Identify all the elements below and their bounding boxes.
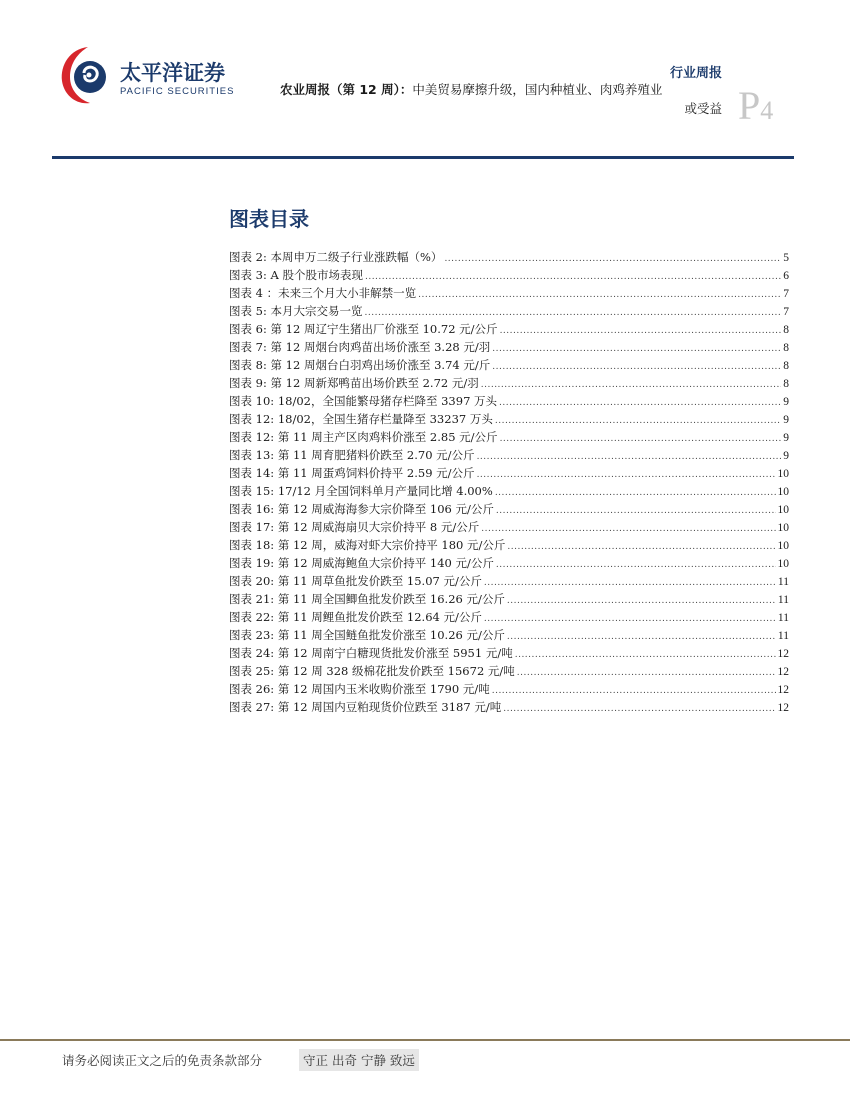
toc-entry-page: 8 — [783, 360, 789, 372]
toc-entry-leader — [496, 502, 776, 520]
toc-entry[interactable] — [229, 500, 789, 518]
toc-entry-leader — [500, 322, 782, 340]
brand-name-cn: 太平洋证券 — [120, 61, 225, 85]
toc-entry[interactable] — [229, 374, 789, 392]
toc-entry[interactable] — [229, 482, 789, 500]
toc-entry-leader — [495, 412, 781, 430]
toc-entry-page: 5 — [783, 252, 789, 264]
toc-entry-page: 8 — [783, 378, 789, 390]
toc-entry[interactable] — [229, 518, 789, 536]
toc-entry-page: 11 — [777, 612, 789, 624]
toc-entry[interactable] — [229, 284, 789, 302]
toc-entry-leader — [484, 574, 776, 592]
toc-entry-label: 图表 6: 第 12 周辽宁生猪出厂价涨至 10.72 元/公斤 — [229, 322, 498, 336]
header-divider — [52, 156, 794, 159]
toc-entry-leader — [444, 250, 781, 268]
toc-entry-page: 7 — [783, 306, 789, 318]
toc-entry-leader — [507, 592, 776, 610]
toc-entry-leader — [499, 394, 781, 412]
toc-entry-label: 图表 3: A 股个股市场表现 — [229, 268, 363, 282]
toc-entry[interactable] — [229, 554, 789, 572]
toc-entry-leader — [496, 556, 776, 574]
toc-entry-leader — [492, 340, 781, 358]
toc-entry-label: 图表 18: 第 12 周，威海对虾大宗价持平 180 元/公斤 — [229, 538, 506, 552]
toc-entry-page: 12 — [777, 666, 789, 678]
toc-entry-page: 9 — [783, 414, 789, 426]
toc-list — [229, 248, 789, 716]
toc-entry-page: 6 — [783, 270, 789, 282]
report-title — [280, 80, 720, 99]
toc-entry-label: 图表 14: 第 11 周蛋鸡饲料价持平 2.59 元/公斤 — [229, 466, 475, 480]
toc-entry-page: 10 — [777, 486, 789, 498]
toc-entry[interactable] — [229, 266, 789, 284]
toc-entry-leader — [495, 484, 776, 502]
toc-entry-label: 图表 20: 第 11 周草鱼批发价跌至 15.07 元/公斤 — [229, 574, 482, 588]
toc-entry-page: 12 — [777, 684, 789, 696]
report-title-text: 中美贸易摩擦升级，国内种植业、肉鸡养殖业 — [412, 82, 663, 97]
toc-entry-page: 7 — [783, 288, 789, 300]
toc-entry-label: 图表 25: 第 12 周 328 级棉花批发价跌至 15672 元/吨 — [229, 664, 515, 678]
toc-entry-leader — [500, 430, 782, 448]
toc-entry-leader — [477, 448, 782, 466]
toc-entry-label: 图表 7: 第 12 周烟台肉鸡苗出场价涨至 3.28 元/羽 — [229, 340, 491, 354]
toc-entry-label: 图表 4 ：未来三个月大小非解禁一览 — [229, 286, 417, 300]
toc-entry-page: 10 — [777, 558, 789, 570]
toc-entry[interactable] — [229, 698, 789, 716]
toc-entry-leader — [365, 268, 781, 286]
toc-entry-page: 9 — [783, 432, 789, 444]
toc-entry-label: 图表 17: 第 12 周威海扇贝大宗价持平 8 元/公斤 — [229, 520, 480, 534]
toc-entry-page: 9 — [783, 396, 789, 408]
toc-entry-page: 12 — [777, 648, 789, 660]
toc-entry-page: 10 — [777, 522, 789, 534]
toc-entry-label: 图表 22: 第 11 周鲤鱼批发价跌至 12.64 元/公斤 — [229, 610, 482, 624]
brand-name-en: PACIFIC SECURITIES — [120, 86, 235, 97]
page-number — [738, 82, 773, 129]
toc-entry-leader — [492, 358, 781, 376]
footer-disclaimer: 请务必阅读正文之后的免责条款部分 — [62, 1053, 263, 1068]
toc-entry[interactable] — [229, 662, 789, 680]
toc-entry-label: 图表 8: 第 12 周烟台白羽鸡出场价涨至 3.74 元/斤 — [229, 358, 491, 372]
footer-motto: 守正 出奇 宁静 致远 — [299, 1049, 419, 1071]
toc-entry[interactable] — [229, 680, 789, 698]
toc-entry-label: 图表 21: 第 11 周全国鲫鱼批发价跌至 16.26 元/公斤 — [229, 592, 505, 606]
toc-entry-leader — [418, 286, 781, 304]
toc-entry[interactable] — [229, 302, 789, 320]
toc-entry[interactable] — [229, 464, 789, 482]
toc-entry[interactable] — [229, 410, 789, 428]
toc-entry[interactable] — [229, 626, 789, 644]
toc-entry-leader — [484, 610, 776, 628]
toc-entry[interactable] — [229, 590, 789, 608]
toc-entry-label: 图表 12: 第 11 周主产区肉鸡料价涨至 2.85 元/公斤 — [229, 430, 498, 444]
toc-entry[interactable] — [229, 608, 789, 626]
report-title-line2: 或受益 — [684, 101, 722, 116]
footer-divider — [0, 1039, 850, 1041]
toc-entry-label: 图表 15: 17/12 月全国饲料单月产量同比增 4.00% — [229, 484, 493, 498]
pacific-securities-logo-icon — [58, 43, 114, 107]
toc-entry-label: 图表 13: 第 11 周育肥猪料价跌至 2.70 元/公斤 — [229, 448, 475, 462]
toc-entry-leader — [481, 520, 775, 538]
report-type: 行业周报 — [669, 66, 722, 81]
toc-entry-label: 图表 16: 第 12 周威海海参大宗价降至 106 元/公斤 — [229, 502, 494, 516]
toc-entry[interactable] — [229, 572, 789, 590]
report-title-series: 农业周报（第 12 周）： — [280, 82, 413, 97]
toc-entry-page: 10 — [777, 504, 789, 516]
toc-entry-leader — [503, 700, 775, 718]
toc-entry[interactable] — [229, 536, 789, 554]
toc-entry-leader — [507, 538, 775, 556]
toc-entry-page: 9 — [783, 450, 789, 462]
toc-entry-label: 图表 19: 第 12 周威海鲍鱼大宗价持平 140 元/公斤 — [229, 556, 494, 570]
toc-entry[interactable] — [229, 392, 789, 410]
toc-entry[interactable] — [229, 428, 789, 446]
company-logo — [58, 43, 238, 113]
toc-entry[interactable] — [229, 356, 789, 374]
page-number-value: 4 — [760, 96, 774, 125]
toc-title: 图表目录 — [229, 207, 309, 231]
toc-entry-label: 图表 23: 第 11 周全国鲢鱼批发价涨至 10.26 元/公斤 — [229, 628, 505, 642]
toc-entry-leader — [481, 376, 782, 394]
toc-entry-leader — [507, 628, 776, 646]
toc-entry-label: 图表 2: 本周申万二级子行业涨跌幅（%） — [229, 250, 443, 264]
page-letter: P — [738, 83, 761, 128]
toc-entry[interactable] — [229, 338, 789, 356]
toc-entry-label: 图表 12: 18/02，全国生猪存栏量降至 33237 万头 — [229, 412, 493, 426]
toc-entry-page: 12 — [777, 702, 789, 714]
toc-entry[interactable] — [229, 320, 789, 338]
toc-entry-page: 10 — [777, 540, 789, 552]
toc-entry-label: 图表 27: 第 12 周国内豆粕现货价位跌至 3187 元/吨 — [229, 700, 502, 714]
toc-entry-label: 图表 9: 第 12 周新郑鸭苗出场价跌至 2.72 元/羽 — [229, 376, 479, 390]
toc-entry-page: 11 — [777, 594, 789, 606]
toc-entry-page: 10 — [777, 468, 789, 480]
toc-entry-page: 8 — [783, 342, 789, 354]
toc-entry-page: 11 — [777, 576, 789, 588]
toc-entry[interactable] — [229, 644, 789, 662]
toc-entry-leader — [492, 682, 776, 700]
toc-entry[interactable] — [229, 248, 789, 266]
toc-entry-leader — [477, 466, 776, 484]
toc-entry-page: 8 — [783, 324, 789, 336]
toc-entry-label: 图表 5: 本月大宗交易一览 — [229, 304, 363, 318]
toc-entry-label: 图表 10: 18/02，全国能繁母猪存栏降至 3397 万头 — [229, 394, 498, 408]
toc-entry-label: 图表 26: 第 12 周国内玉米收购价涨至 1790 元/吨 — [229, 682, 490, 696]
toc-entry-leader — [517, 664, 776, 682]
toc-entry-label: 图表 24: 第 12 周南宁白糖现货批发价涨至 5951 元/吨 — [229, 646, 513, 660]
toc-entry-leader — [515, 646, 776, 664]
toc-entry[interactable] — [229, 446, 789, 464]
toc-entry-page: 11 — [777, 630, 789, 642]
